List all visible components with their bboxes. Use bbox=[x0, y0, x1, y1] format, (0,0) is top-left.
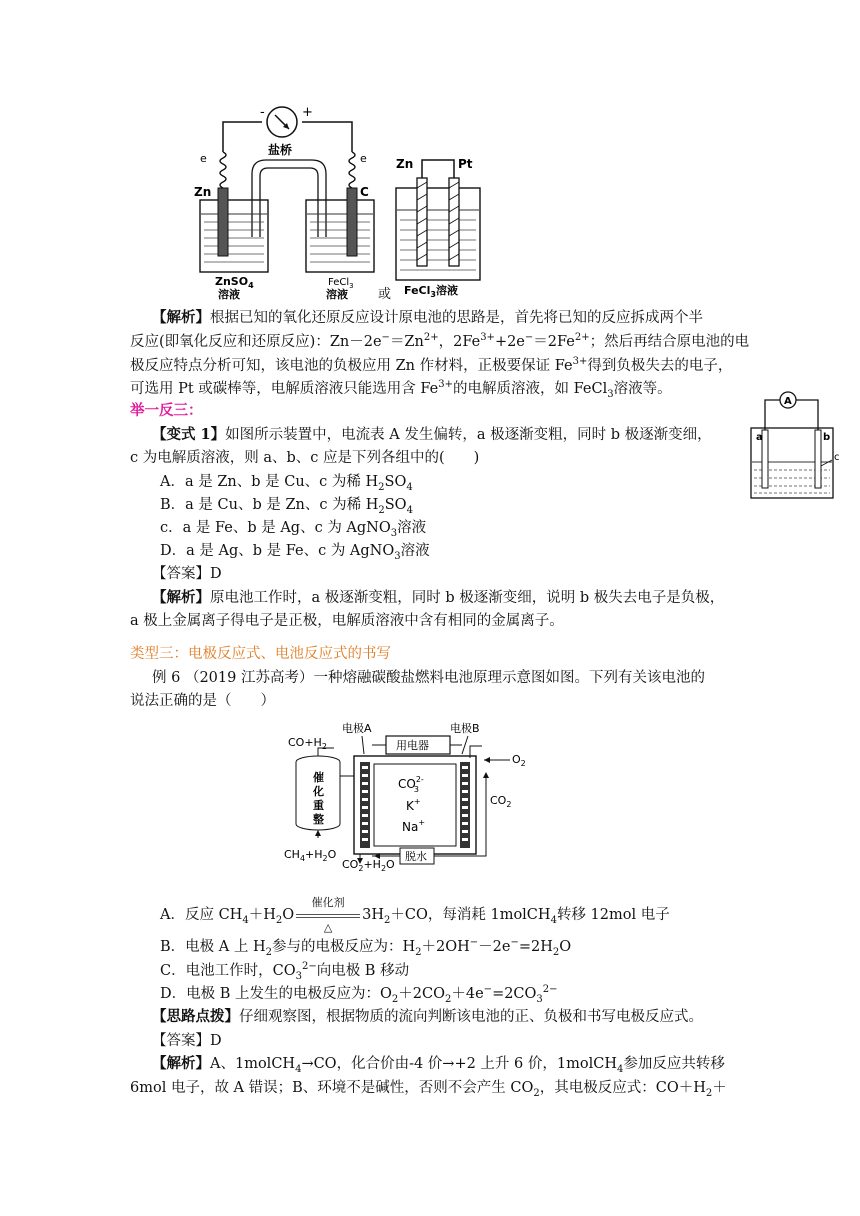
section-heading-practice: 举一反三： bbox=[130, 402, 203, 419]
svg-text:电极A: 电极A bbox=[342, 722, 372, 735]
answer-1: 【答案】D bbox=[152, 566, 222, 582]
znso4-label: ZnSO$_4$ bbox=[215, 275, 254, 290]
zn-pt-cell-figure bbox=[390, 148, 490, 298]
reaction-condition: $\frac{\text{催化剂}}{\triangle}$ bbox=[294, 904, 362, 926]
meter-minus: - bbox=[260, 105, 265, 120]
analysis-p1-line1: 【解析】根据已知的氧化还原反应设计原电池的思路是，首先将已知的反应拆成两个半 bbox=[152, 309, 703, 326]
question-option-d: D．电极 B 上发生的电极反应为：$O_2+2CO_2+4e^-=2CO_3^{2-}$ bbox=[160, 984, 558, 1005]
section-heading-type3: 类型三：电极反应式、电池反应式的书写 bbox=[130, 646, 391, 662]
analysis-p1-line3: 极反应特点分析可知，该电池的负极应用 Zn 作材料，正极要保证 $Fe^{3+}$得到负极失去的电子， bbox=[130, 356, 733, 374]
svg-text:脱水: 脱水 bbox=[405, 850, 427, 863]
analysis-p3-line2: 6mol 电子，故 A 错误；B、环境不是碱性，否则不会产生 $CO_2$，其电极反应式：$CO+H_2+$ bbox=[130, 1080, 727, 1099]
example6-line1: 例 6 （2019 江苏高考）一种熔融碳酸盐燃料电池原理示意图如图。下列有关该电池的 bbox=[152, 670, 705, 686]
svg-text:Na+: Na+ bbox=[402, 818, 426, 834]
svg-text:整: 整 bbox=[313, 813, 324, 826]
fecl3-label: FeCl$_3$ bbox=[328, 277, 354, 290]
salt-bridge-label: 盐桥 bbox=[268, 143, 293, 157]
svg-text:O2: $O_2$ bbox=[512, 753, 526, 768]
question-option-c: C．电池工作时，$CO_3^{2-}$向电极 B 移动 bbox=[160, 961, 410, 982]
svg-text:CO2+H2O: $CO_2+H_2O$ bbox=[342, 858, 395, 873]
option-a: A．a 是 Zn、b 是 Cu、c 为稀 $H_2SO_4$ bbox=[160, 474, 413, 493]
option-c: c．a 是 Fe、b 是 Ag、c 为 AgNO$_3$溶液 bbox=[160, 520, 427, 539]
analysis-p2-line2: a 极上金属离子得电子是正极，电解质溶液中含有相同的金属离子。 bbox=[130, 613, 564, 629]
svg-text:重: 重 bbox=[313, 799, 324, 812]
example6-line2: 说法正确的是（ ） bbox=[130, 693, 275, 709]
electron-label-left: e bbox=[200, 152, 207, 165]
variant1-line2: c 为电解质溶液，则 a、b、c 应是下列各组中的( ) bbox=[130, 450, 480, 466]
svg-text:c: c bbox=[834, 452, 840, 463]
option-b: B．a 是 Cu、b 是 Zn、c 为稀 $H_2SO_4$ bbox=[160, 497, 413, 516]
svg-text:催: 催 bbox=[313, 771, 324, 784]
meter-plus: + bbox=[302, 105, 313, 120]
question-option-a: A．反应 $CH_4+H_2O$ $\frac{\text{催化剂}}{\triangle}$ $3H_2+CO$，每消耗 1molCH$_4$转移 12mol 电子 bbox=[160, 896, 670, 934]
svg-text:b: b bbox=[823, 432, 831, 443]
question-option-b: B．电极 A 上 $H_2$参与的电极反应为：$H_2+2OH^--2e^-=2H_2O$ bbox=[160, 937, 572, 958]
analysis-p1-line4: 可选用 Pt 或碳棒等，电解质溶液只能选用含 $Fe^{3+}$的电解质溶液，如 FeCl$_3$溶液等。 bbox=[130, 379, 672, 400]
svg-text:A: A bbox=[784, 396, 792, 407]
svg-text:Pt: Pt bbox=[458, 157, 473, 171]
analysis-p2-line1: 【解析】原电池工作时，a 极逐渐变粗，同时 b 极逐渐变细，说明 b 极失去电子是负极， bbox=[152, 589, 725, 606]
hint-line: 【思路点拨】仔细观察图，根据物质的流向判断该电池的正、负极和书写电极反应式。 bbox=[152, 1008, 703, 1025]
svg-text:用电器: 用电器 bbox=[396, 739, 429, 752]
or-text: 或 bbox=[378, 287, 392, 302]
svg-text:CO2-3: $CO^{2-}3$ bbox=[398, 775, 424, 794]
svg-text:CO+H2: $CO+H_2$ bbox=[288, 736, 327, 751]
c-label: C bbox=[360, 185, 369, 199]
svg-text:化: 化 bbox=[313, 785, 324, 798]
option-d: D．a 是 Ag、b 是 Fe、c 为 AgNO$_3$溶液 bbox=[160, 543, 430, 562]
svg-text:溶液: 溶液 bbox=[218, 288, 240, 301]
zn-label: Zn bbox=[194, 185, 212, 199]
svg-text:CO2: $CO_2$ bbox=[490, 794, 512, 809]
svg-text:a: a bbox=[756, 432, 763, 443]
svg-text:溶液: 溶液 bbox=[326, 288, 348, 301]
fuel-cell-figure bbox=[282, 716, 552, 873]
ammeter-cell-figure bbox=[748, 392, 844, 504]
analysis-p3-line1: 【解析】A、1molCH$_4$→CO，化合价由-4 价→+2 上升 6 价，1molCH$_4$参加反应共转移 bbox=[152, 1055, 725, 1075]
answer-2: 【答案】D bbox=[152, 1033, 222, 1049]
analysis-p1-line2: 反应(即氧化反应和还原反应)：$Zn-2e^-=Zn^{2+}$，$2Fe^{3+}+2e^-=2Fe^{2+}$；然后再结合原电池的电 bbox=[130, 332, 750, 350]
fecl3-solution-label: FeCl$_3$溶液 bbox=[404, 284, 458, 299]
svg-text:K+: K+ bbox=[406, 797, 421, 813]
svg-text:CH4+H2O: $CH_4+H_2O$ bbox=[284, 848, 337, 863]
svg-text:电极B: 电极B bbox=[450, 722, 480, 735]
svg-text:Zn: Zn bbox=[396, 157, 414, 171]
salt-bridge-cell-figure bbox=[190, 102, 400, 300]
electron-label-right: e bbox=[360, 152, 367, 165]
variant1-line1: 【变式 1】如图所示装置中，电流表 A 发生偏转，a 极逐渐变粗，同时 b 极逐渐变细， bbox=[152, 426, 712, 443]
